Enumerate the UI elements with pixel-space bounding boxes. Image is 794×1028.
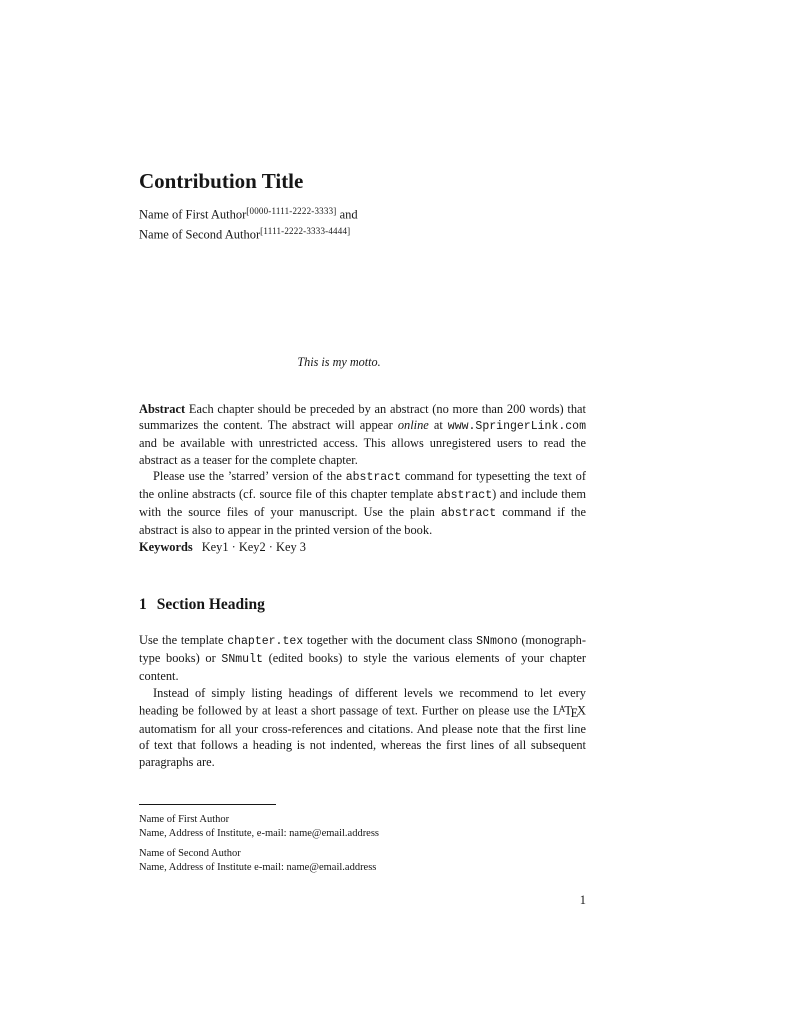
section-number: 1 — [139, 596, 147, 613]
footnote-block — [139, 804, 586, 881]
page-title: Contribution Title — [139, 169, 304, 194]
keywords-label: Keywords — [139, 540, 193, 554]
body-paragraph-2: Instead of simply listing headings of different levels we recommend to let every heading be followed by at least a short passage of text. Further on please use the $L^ATEX$ automatism for all your cross-references and citations. And please note that the first line of text that follows a heading is not indented, whereas the first lines of all subsequent paragraphs are. — [139, 685, 586, 769]
footnote-address: Name, Address of Institute e-mail: name@email.address — [139, 861, 377, 873]
footnote-author-1 — [139, 813, 586, 840]
footnote-address: Name, Address of Institute, e-mail: name@email.address — [139, 827, 380, 839]
keywords-line — [139, 540, 586, 555]
footnote-name: Name of First Author — [139, 814, 230, 825]
abstract-paragraph-2: Please use the ’starred’ version of the abstract command for typesetting the text of the online abstracts (cf. source file of this chapter template abstract) and include them with the source files of your manuscript. Use the plain abstract command if the abstract is also to appear in the printed version of the book. — [139, 468, 586, 538]
abstract-paragraph-1: Abstract Each chapter should be preceded by an abstract (no more than 200 words) that summarizes the content. The abstract will appear online at www.SpringerLink.com and be available with unrestricted access. This allows unregistered users to read the abstract as a teaser for the complete chapter. — [139, 402, 586, 467]
author-line-1: Name of First Author[0000-1111-2222-3333] and — [139, 206, 358, 222]
motto-text: This is my motto. — [297, 355, 381, 369]
section-body — [139, 632, 586, 770]
author-line-2: Name of Second Author[1111-2222-3333-4444] — [139, 226, 351, 242]
footnote-author-2 — [139, 847, 586, 874]
keywords-values: Key1 · Key2 · Key 3 — [201, 540, 306, 554]
body-paragraph-1: Use the template chapter.tex together with the document class SNmono (monograph-type books) or SNmult (edited books) to style the various elements of your chapter content. — [139, 633, 587, 684]
section-heading — [139, 596, 586, 614]
author-block — [139, 203, 609, 243]
section-heading-text: Section Heading — [156, 596, 265, 613]
page-number: 1 — [579, 893, 586, 907]
footnote-name: Name of Second Author — [139, 848, 241, 860]
abstract-block — [139, 401, 586, 539]
footnote-rule — [139, 804, 276, 805]
